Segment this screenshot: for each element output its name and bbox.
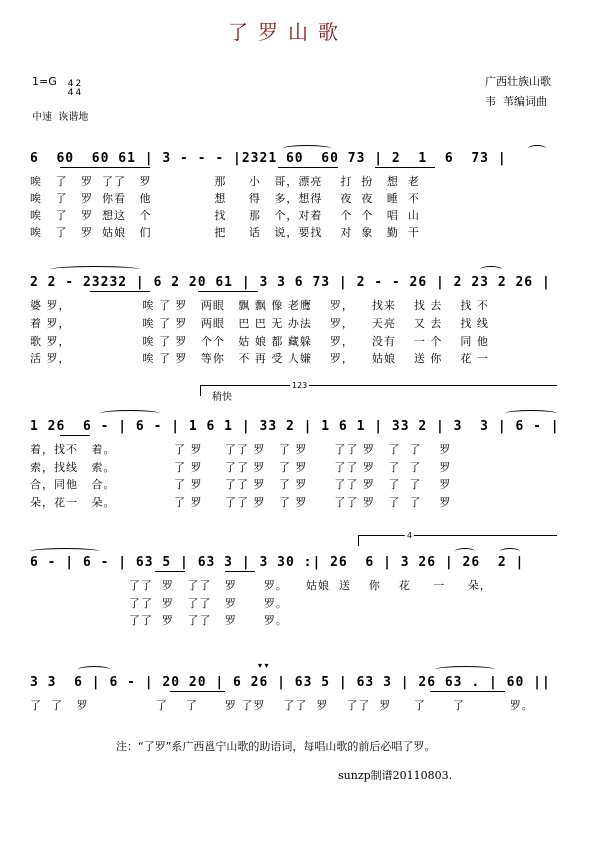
system-5-lyric-1: 了 了 罗 了 了 罗 了罗 了了 罗 了了 罗 了 了 罗。	[30, 699, 534, 712]
underline	[375, 167, 435, 168]
time-sig-a-num: 4	[67, 79, 74, 89]
system-3-notes: 1 26 6 - | 6 - | 1 6 1 | 33 2 | 1 6 1 | 33 2 | 3 3 | 6 - |	[30, 419, 560, 434]
time-signature	[62, 71, 81, 98]
system-3-lyric-1: 着，找不 着。 了 罗 了了 罗 了 罗 了了 罗 了 了 罗	[30, 443, 452, 456]
slur	[455, 548, 475, 555]
volta-123-label: 123	[292, 381, 308, 390]
section-marking: 稍快	[212, 392, 232, 403]
footnote: 注：“了罗”系广西邕宁山歌的助语词，每唱山歌的前后必唱了罗。	[116, 740, 436, 753]
system-4-lyric-3: 了了 罗 了了 罗 罗。	[30, 614, 288, 627]
key-text: 1=G	[32, 75, 57, 88]
system-1-lyric-4: 唉 了 罗 姑娘 们 把 话 说，要找 对 象 勤 干	[30, 226, 420, 239]
time-sig-b-den: 4	[75, 88, 82, 98]
system-1-notes: 6 60 60 61 | 3 - - - |2321 60 60 73 | 2 1 6 73 |	[30, 151, 507, 166]
arranger-label: 韦 苇编词曲	[485, 95, 547, 108]
slur	[78, 666, 110, 673]
underline	[198, 291, 258, 292]
spacer	[30, 655, 560, 656]
system-2-lyric-1: 婆 罗， 唉 了 罗 两眼 飘 飘 像 老鹰 罗， 找来 找 去 找 不	[30, 299, 489, 312]
slur	[435, 666, 495, 673]
system-4-lyric-1: 了了 罗 了了 罗 罗。 姑娘 送 你 花 一 朵，	[30, 579, 492, 592]
slur	[50, 266, 140, 273]
credit-line: sunzp制谱20110803.	[338, 769, 453, 782]
underline	[60, 435, 90, 436]
system-2-lyric-3: 歌 罗， 唉 了 罗 个个 姑 娘 都 藏躲 罗， 没有 一 个 同 他	[30, 335, 489, 348]
system-3-lyric-4: 朵，花一 朵。 了 罗 了了 罗 了 罗 了了 罗 了 了 罗	[30, 496, 452, 509]
time-sig-a-den: 4	[67, 88, 74, 98]
system-2-lyric-2: 着 罗， 唉 了 罗 两眼 巴 巴 无 办法 罗， 天亮 又 去 找 线	[30, 317, 489, 330]
key-signature	[32, 76, 57, 87]
slur	[100, 410, 160, 417]
system-5-notes: 3 3 6 | 6 - | 20 20 | 6 26 | 63 5 | 63 3 | 26 63 . | 60 ||	[30, 675, 551, 690]
system-3-lyric-3: 合，同他 合。 了 罗 了了 罗 了 罗 了了 罗 了 了 罗	[30, 478, 452, 491]
system-1-lyric-2: 唉 了 罗 你看 他 想 得 多，想得 夜 夜 睡 不	[30, 192, 420, 205]
underline	[155, 571, 185, 572]
slur	[500, 548, 520, 555]
underline	[60, 167, 150, 168]
volta-bracket-123	[200, 385, 557, 396]
system-4-notes: 6 - | 6 - | 63 5 | 63 3 | 3 30 :| 26 6 | 3 26 | 26 2 |	[30, 555, 525, 570]
song-title: 了罗山歌	[228, 20, 348, 44]
time-sig-b-num: 2	[75, 79, 82, 89]
system-2-lyric-4: 活 罗， 唉 了 罗 等你 不 再 受 人嫌 罗， 姑娘 送 你 花 一	[30, 352, 489, 365]
origin-label: 广西壮族山歌	[485, 75, 551, 88]
slur	[528, 145, 546, 152]
system-2-notes: 2 2 - 23232 | 6 2 20 61 | 3 3 6 73 | 2 - - 26 | 2 23 2 26 |	[30, 275, 551, 290]
underline	[430, 691, 505, 692]
system-1-lyric-1: 唉 了 罗 了了 罗 那 小 哥，漂亮 打 扮 想 老	[30, 175, 420, 188]
slur	[480, 266, 502, 273]
accent-mark: ▾ ▾	[258, 661, 269, 670]
system-4-lyric-2: 了了 罗 了了 罗 罗。	[30, 597, 288, 610]
system-1-lyric-3: 唉 了 罗 想这 个 找 那 个，对着 个 个 唱 山	[30, 209, 420, 222]
underline	[170, 691, 225, 692]
slur	[505, 410, 557, 417]
underline	[278, 167, 338, 168]
tempo-marking: 中速 诙谐地	[32, 112, 89, 123]
underline	[225, 571, 255, 572]
underline	[90, 291, 150, 292]
slur	[30, 548, 100, 555]
volta-bracket-4	[358, 535, 557, 546]
volta-4-label: 4	[407, 531, 413, 540]
system-3-lyric-2: 索，找线 索。 了 罗 了了 罗 了 罗 了了 罗 了 了 罗	[30, 461, 452, 474]
